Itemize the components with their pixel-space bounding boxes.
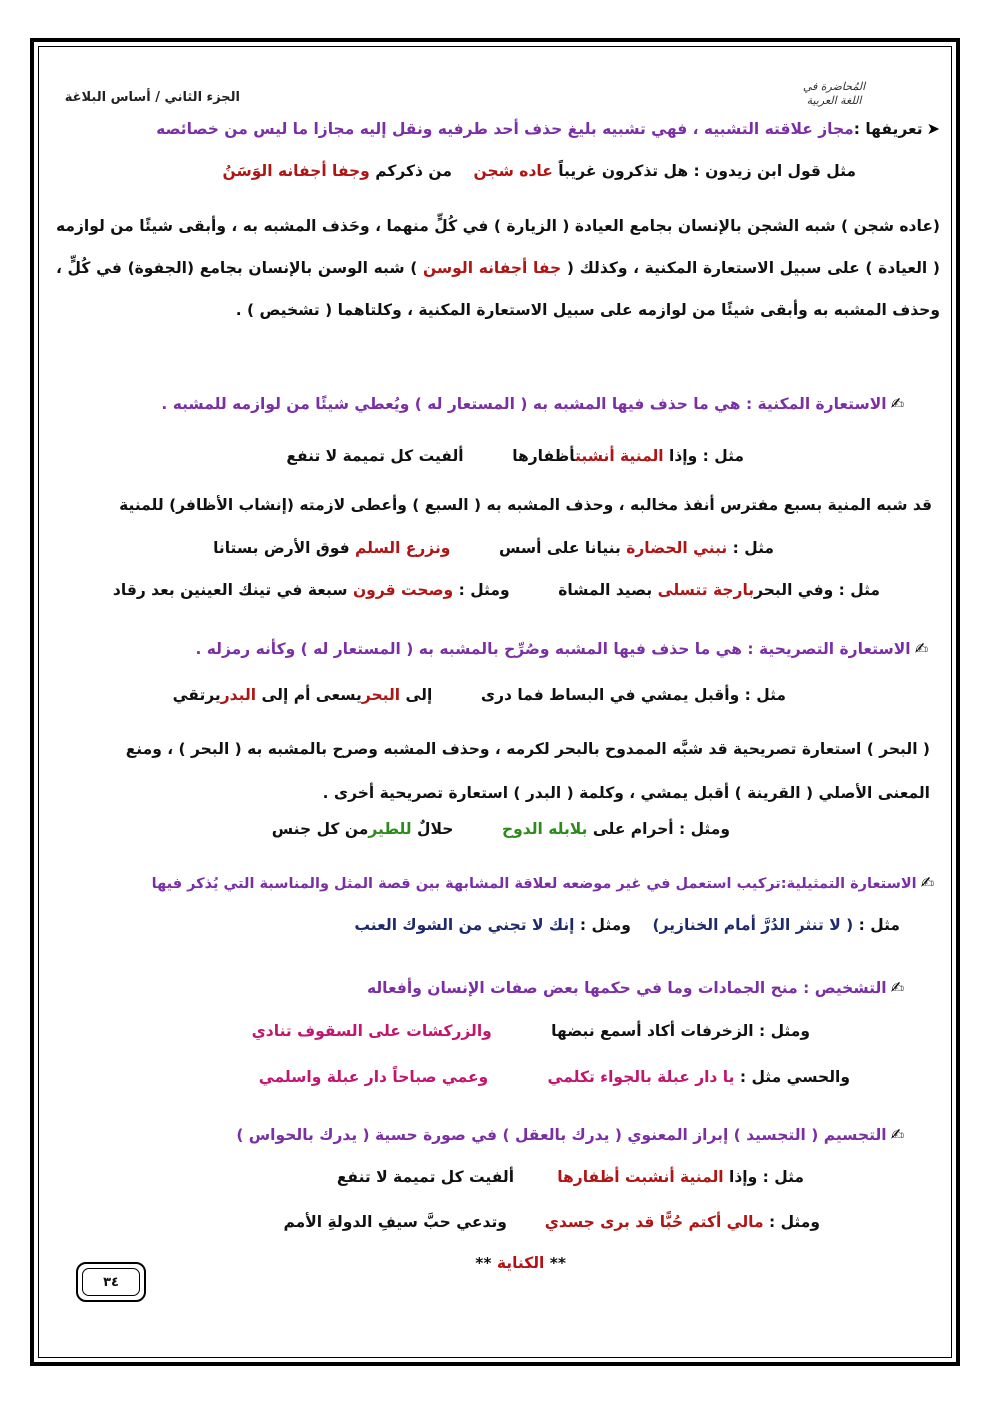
tamthiliya-example-highlight1: ( لا تنثر الدُرَّ أمام الخنازير) (652, 916, 854, 934)
tashkhees-example (252, 1022, 810, 1040)
tashkhees-example-pre: ومثل : الزخرفات أكاد أسمع نبضها (551, 1022, 810, 1040)
makniya-example3-mid: بصيد المشاة (558, 581, 653, 599)
kinaya-stars-close: ** (475, 1254, 492, 1272)
page-number-inner (82, 1268, 140, 1296)
tajseem-title (236, 1125, 904, 1144)
tasrihiya-example-highlight1: البحر (361, 686, 401, 704)
tasrihiya-example2-highlight1: بلابله الدوح (501, 820, 588, 838)
explanation1-highlight: جفا أجفانه الوسن (422, 259, 562, 277)
makniya-example3-highlight2: وصحت قرون (352, 581, 454, 599)
tamthiliya-example-highlight2: إنك لا تجني من الشوك العنب (354, 916, 575, 934)
definition-label: تعريفها : (853, 120, 923, 138)
tasrihiya-example (173, 686, 786, 704)
tashkhees-example-highlight: والزركشات على السقوف تنادي (251, 1022, 492, 1040)
tashkhees-definition: منح الجمادات وما في حكمها بعض صفات الإنسان وأفعاله (366, 979, 798, 997)
logo: المُحاضرة في اللغة العربية (802, 80, 866, 107)
tasrihiya-example2 (272, 820, 730, 838)
page-number-box (76, 1262, 146, 1302)
explanation1-part1: (عاده شجن ) شبه الشجن بالإنسان بجامع العيادة ( الزيارة ) في كُلٍّ منهما ، وحَذف المشبه به ، وأبقى شيئًا من لوازمه ( العيادة ) على سبيل الاستعارة المكنية ، وكذلك ( (56, 217, 940, 277)
book-title: الجزء الثاني / أساس البلاغة (64, 90, 240, 105)
tashkhees-example2-pre: والحسي مثل : (739, 1068, 850, 1086)
makniya-example3 (113, 581, 880, 599)
tamthiliya-example-and: ومثل : (579, 916, 631, 934)
example1-intro: مثل قول ابن زيدون : هل تذكرون غريباً (558, 162, 856, 180)
makniya-example-post: أظفارها (512, 447, 576, 465)
makniya-title-text: الاستعارة المكنية : هي ما حذف فيها المشبه به ( المستعار له ) ويُعطي شيئًا من لوازمه للمشبه . (161, 395, 887, 413)
makniya-example (286, 447, 744, 465)
tajseem-example2-post: وتدعي حبَّ سيفِ الدولةِ الأمم (283, 1213, 507, 1231)
makniya-example2-highlight1: نبني الحضارة (626, 539, 728, 557)
example1-highlight1: عاده شجن (473, 162, 553, 180)
explanation1-paragraph (56, 205, 940, 331)
arrow-pointer-icon: ➤ (926, 119, 940, 138)
tasrihiya-title-text: الاستعارة التصريحية : هي ما حذف فيها المشبه وصُرِّح بالمشبه به ( المستعار له ) وكأنه رمزله . (195, 640, 911, 658)
tashkhees-title-text: التشخيص : (803, 979, 887, 997)
tamthiliya-example-pre: مثل : (858, 916, 900, 934)
writing-hand-icon: ✍ (920, 873, 934, 892)
tasrihiya-example2-pre: ومثل : أحرام على (592, 820, 730, 838)
makniya-example-second: ألفيت كل تميمة لا تنفع (286, 447, 464, 465)
tamthiliya-title-text: الاستعارة التمثيلية:تركيب استعمل في غير موضعه لعلاقة المشابهة بين قصة المثل والمناسبة التي يُذكر فيها (151, 876, 917, 892)
page-number: ٣٤ (103, 1274, 119, 1290)
makniya-example3-highlight1: بارجة تتسلى (657, 581, 755, 599)
tasrihiya-example2-post: من كل جنس (271, 820, 369, 838)
makniya-example3-and: ومثل : (458, 581, 510, 599)
tasrihiya-title (196, 639, 929, 658)
tamthiliya-example (354, 916, 900, 934)
kinaya-title: الكناية (496, 1254, 545, 1272)
example1-line (223, 162, 856, 180)
example1-highlight2: وجفا أجفانه الوَسَنُ (222, 162, 370, 180)
makniya-example3-post: سبعة في تينك العينين بعد رقاد (112, 581, 348, 599)
tasrihiya-example-highlight2: البدر (220, 686, 257, 704)
tashkhees-title (367, 978, 904, 997)
tajseem-example2-pre: ومثل : (769, 1213, 820, 1231)
makniya-example-pre: مثل : وإذا (669, 447, 744, 465)
kinaya-stars-open: ** (549, 1254, 566, 1272)
tashkhees-example2-highlight2: وعمي صباحاً دار عبلة واسلمي (258, 1068, 489, 1086)
makniya-title (161, 394, 904, 413)
writing-hand-icon: ✍ (890, 1125, 904, 1144)
tasrihiya-example-post: يرتقي (172, 686, 221, 704)
makniya-example2 (213, 539, 774, 557)
tasrihiya-example2-highlight2: للطير (368, 820, 412, 838)
tajseem-example2 (283, 1213, 820, 1231)
tasrihiya-example2-mid: حلالٌ (417, 820, 454, 838)
tashkhees-example2 (259, 1068, 850, 1086)
makniya-example2-pre: مثل : (732, 539, 774, 557)
explanation1-part2: ) شبه الوسن بالإنسان بجامع (الجفوة) في كُلٍّ ، وحذف المشبه به وأبقى شيئًا من لوازمه على سبيل الاستعارة المكنية ، وكلتاهما ( تشخيص ) . (56, 259, 940, 319)
makniya-example2-mid: بنيانا على أسس (499, 539, 621, 557)
writing-hand-icon: ✍ (890, 978, 904, 997)
kinaya-heading (475, 1254, 566, 1272)
definition-line (60, 119, 940, 138)
makniya-example2-post: فوق الأرض بستانا (213, 539, 350, 557)
writing-hand-icon: ✍ (914, 639, 928, 658)
definition-text: مجاز علاقته التشبيه ، فهي تشبيه بليغ حذف أحد طرفيه ونقل إليه مجازا ما ليس من خصائصه (156, 120, 854, 138)
tajseem-example (337, 1168, 804, 1186)
writing-hand-icon: ✍ (890, 394, 904, 413)
makniya-example3-pre: مثل : وفي البحر (754, 581, 880, 599)
tajseem-title-text: التجسيم ( التجسيد ) إبراز المعنوي ( يدرك بالعقل ) في صورة حسية ( يدرك بالحواس ) (236, 1126, 887, 1144)
tashkhees-example2-highlight1: يا دار عبلة بالجواء تكلمي (547, 1068, 735, 1086)
tajseem-example2-highlight: مالي أكتم حُبًّا قد برى جسدي (544, 1213, 764, 1231)
makniya-example2-highlight2: ونزرع السلم (355, 539, 451, 557)
makniya-example-highlight: المنية أنشبت (575, 447, 664, 465)
makniya-explanation: قد شبه المنية بسبع مفترس أنفذ مخالبه ، وحذف المشبه به ( السبع ) وأعطى لازمته (إنشاب الأظافر) للمنية (119, 496, 932, 514)
tasrihiya-example-pre: مثل : وأقبل يمشي في البساط فما درى (480, 686, 786, 704)
example1-mid: من ذكركم (375, 162, 452, 180)
tamthiliya-title (152, 873, 934, 892)
tasrihiya-example-mid2: يسعى أم إلى (261, 686, 362, 704)
tajseem-example-pre: مثل : وإذا (729, 1168, 804, 1186)
tasrihiya-explanation: ( البحر ) استعارة تصريحية قد شبَّه الممدوح بالبحر لكرمه ، وحذف المشبه وصرح بالمشبه به ( البحر ) ، ومنع المعنى الأصلي ( القرينة ) أقبل يمشي ، وكلمة ( البدر ) استعارة تصريحية أخرى . (125, 740, 930, 802)
tajseem-example-post: ألفيت كل تميمة لا تنفع (336, 1168, 515, 1186)
tajseem-example-highlight: المنية أنشبت أظفارها (557, 1168, 724, 1186)
tasrihiya-example-mid: إلى (405, 686, 433, 704)
